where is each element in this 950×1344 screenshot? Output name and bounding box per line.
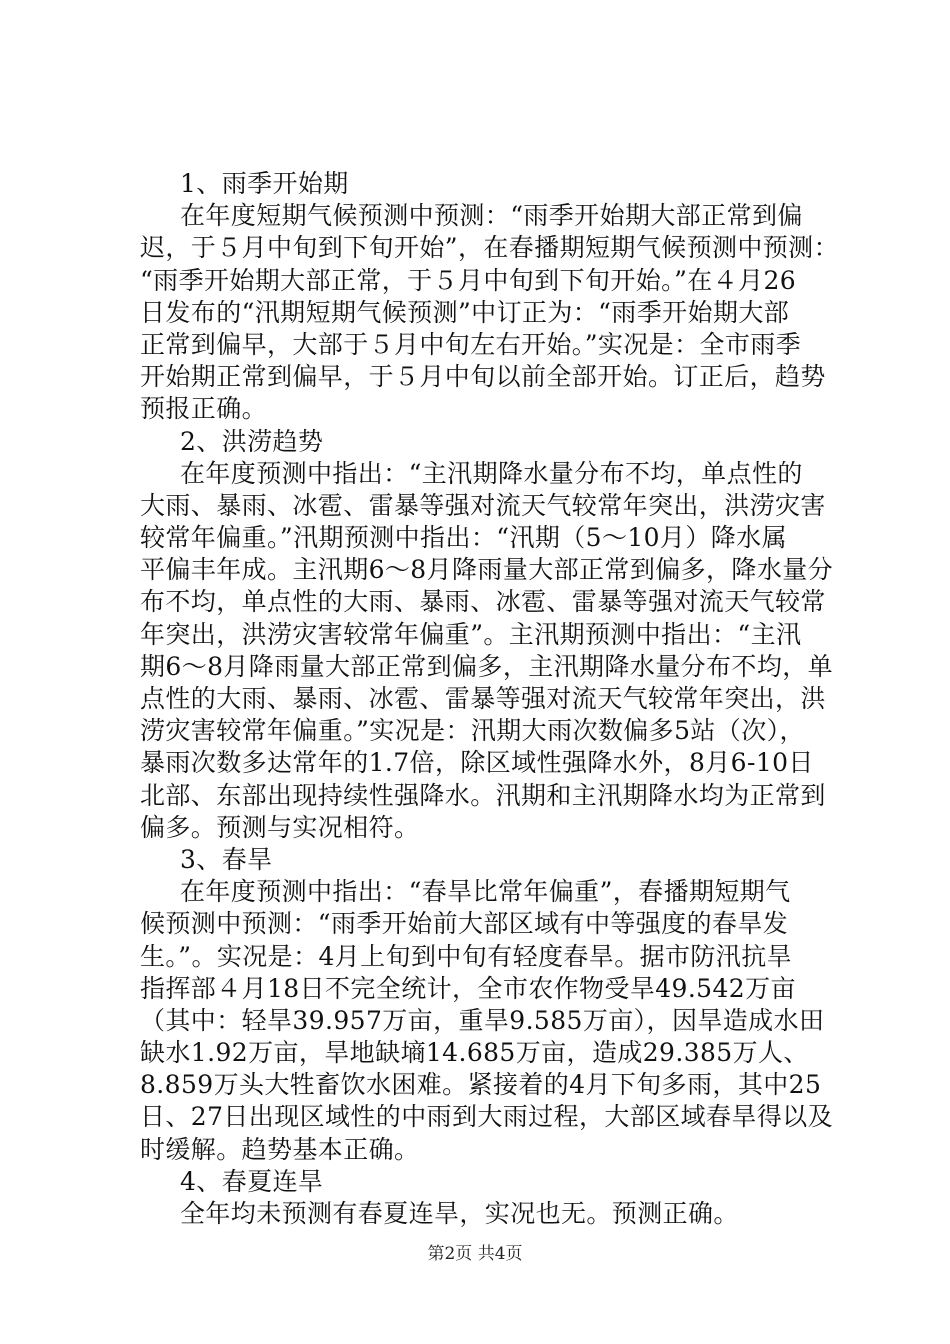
paragraph-line: 平偏丰年成。主汛期6～8月降雨量大部正常到偏多，降水量分 xyxy=(140,555,834,585)
paragraph-line: 时缓解。趋势基本正确。 xyxy=(140,1134,420,1164)
paragraph-line: 期6～8月降雨量大部正常到偏多，主汛期降水量分布不均，单 xyxy=(140,651,834,681)
paragraph-line: 生。”。实况是：4月上旬到中旬有轻度春旱。据市防汛抗旱 xyxy=(140,941,792,971)
paragraph-line: 大雨、暴雨、冰雹、雷暴等强对流天气较常年突出，洪涝灾害 xyxy=(140,490,826,520)
paragraph-line: “雨季开始期大部正常，于５月中旬到下旬开始。”在４月26 xyxy=(140,265,797,295)
paragraph-line: 开始期正常到偏早，于５月中旬以前全部开始。订正后，趋势 xyxy=(140,362,826,392)
paragraph-line: 年突出，洪涝灾害较常年偏重”。主汛期预测中指出：“主汛 xyxy=(140,619,802,649)
section-heading-4: 4、春夏连旱 xyxy=(180,1166,324,1196)
paragraph-line: 北部、东部出现持续性强降水。汛期和主汛期降水均为正常到 xyxy=(140,780,826,810)
paragraph-line: 涝灾害较常年偏重。”实况是：汛期大雨次数偏多5站（次）， xyxy=(140,716,805,746)
document-body xyxy=(140,168,839,1230)
paragraph-line: 在年度预测中指出：“主汛期降水量分布不均，单点性的 xyxy=(180,458,803,488)
paragraph-line: 迟，于５月中旬到下旬开始”，在春播期短期气候预测中预测： xyxy=(140,233,839,263)
paragraph-line: 点性的大雨、暴雨、冰雹、雷暴等强对流天气较常年突出，洪 xyxy=(140,684,826,713)
paragraph-line: 缺水1.92万亩，旱地缺墒14.685万亩，造成29.385万人、 xyxy=(140,1038,809,1068)
paragraph-line: 布不均，单点性的大雨、暴雨、冰雹、雷暴等强对流天气较常 xyxy=(140,587,826,617)
paragraph-line: 8.859万头大牲畜饮水困难。紧接着的4月下旬多雨，其中25 xyxy=(140,1070,822,1100)
paragraph-line: 较常年偏重。”汛期预测中指出：“汛期（5～10月）降水属 xyxy=(140,523,787,553)
page-number-footer: 第2页 共4页 xyxy=(427,1244,523,1264)
paragraph-line: 在年度短期气候预测中预测：“雨季开始期大部正常到偏 xyxy=(180,201,803,231)
paragraph-line: 全年均未预测有春夏连旱，实况也无。预测正确。 xyxy=(180,1199,739,1228)
paragraph-line: 日发布的“汛期短期气候预测”中订正为：“雨季开始期大部 xyxy=(140,297,790,327)
paragraph-line: （其中：轻旱39.957万亩，重旱9.585万亩），因旱造成水田 xyxy=(140,1005,825,1035)
section-heading-1: 1、雨季开始期 xyxy=(180,169,349,198)
paragraph-line: 指挥部４月18日不完全统计，全市农作物受旱49.542万亩 xyxy=(140,973,796,1003)
paragraph-line: 候预测中预测：“雨季开始前大部区域有中等强度的春旱发 xyxy=(140,909,789,939)
paragraph-line: 偏多。预测与实况相符。 xyxy=(140,812,420,842)
paragraph-line: 暴雨次数多达常年的1.7倍，除区域性强降水外，8月6-10日 xyxy=(140,748,814,778)
section-heading-2: 2、洪涝趋势 xyxy=(180,426,324,456)
paragraph-line: 在年度预测中指出：“春旱比常年偏重”，春播期短期气 xyxy=(180,877,791,907)
section-heading-3: 3、春旱 xyxy=(180,844,273,874)
paragraph-line: 正常到偏早，大部于５月中旬左右开始。”实况是：全市雨季 xyxy=(140,329,802,359)
paragraph-line: 预报正确。 xyxy=(140,394,268,424)
paragraph-line: 日、27日出现区域性的中雨到大雨过程，大部区域春旱得以及 xyxy=(140,1102,834,1132)
